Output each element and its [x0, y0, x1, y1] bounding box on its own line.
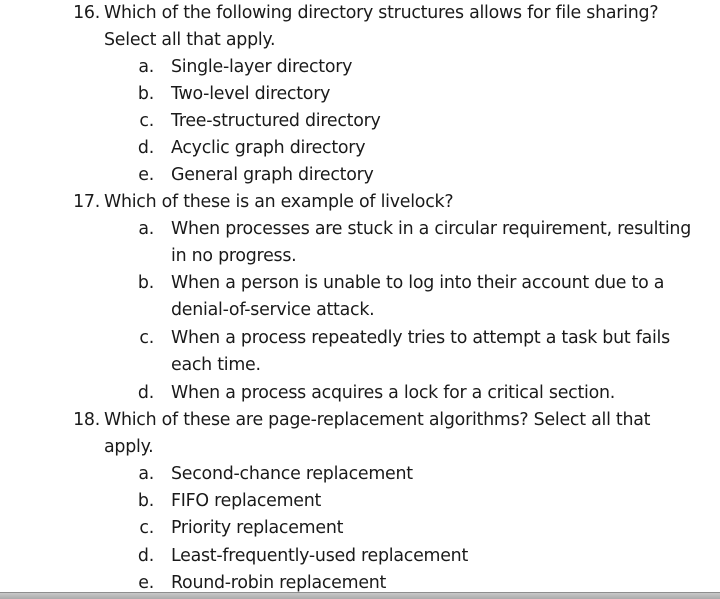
- option-text: Second-chance replacement: [171, 464, 413, 484]
- option-letter: d.: [137, 138, 154, 158]
- option-text: When processes are stuck in a circular requirement, resulting: [171, 219, 691, 239]
- option-text: Least-frequently-used replacement: [171, 546, 469, 566]
- option-text: Tree-structured directory: [171, 111, 381, 131]
- option-text: denial-of-service attack.: [171, 300, 375, 320]
- question-text: Select all that apply.: [104, 30, 276, 50]
- option-text: When a process repeatedly tries to attempt a task but fails: [171, 328, 670, 348]
- option-text: Acyclic graph directory: [171, 138, 366, 158]
- question-number: 17.: [73, 192, 100, 212]
- question-text: Which of these is an example of livelock?: [104, 192, 454, 212]
- option-letter: d.: [137, 383, 154, 403]
- option-letter: d.: [137, 546, 154, 566]
- option-text: each time.: [171, 355, 261, 375]
- page-bottom-edge: [0, 592, 720, 599]
- option-text: Round-robin replacement: [171, 573, 387, 592]
- option-text: in no progress.: [171, 246, 297, 266]
- question-number: 16.: [73, 3, 100, 23]
- option-text: FIFO replacement: [171, 491, 322, 511]
- option-letter: a.: [138, 57, 154, 77]
- question-text: Which of these are page-replacement algorithms? Select all that: [104, 410, 651, 430]
- question-text: Which of the following directory structures allows for file sharing?: [104, 3, 659, 23]
- option-text: Two-level directory: [171, 84, 331, 104]
- option-text: General graph directory: [171, 165, 374, 185]
- option-text: Priority replacement: [171, 518, 344, 538]
- option-letter: c.: [139, 111, 154, 131]
- option-letter: c.: [139, 328, 154, 348]
- option-letter: b.: [137, 491, 154, 511]
- option-letter: b.: [137, 273, 154, 293]
- option-letter: b.: [137, 84, 154, 104]
- question-text: apply.: [104, 437, 154, 457]
- option-letter: a.: [138, 464, 154, 484]
- option-letter: c.: [139, 518, 154, 538]
- option-letter: a.: [138, 219, 154, 239]
- option-letter: e.: [138, 573, 154, 592]
- option-text: Single-layer directory: [171, 57, 353, 77]
- question-number: 18.: [73, 410, 100, 430]
- option-text: When a process acquires a lock for a critical section.: [171, 383, 616, 403]
- option-text: When a person is unable to log into their account due to a: [171, 273, 665, 293]
- option-letter: e.: [138, 165, 154, 185]
